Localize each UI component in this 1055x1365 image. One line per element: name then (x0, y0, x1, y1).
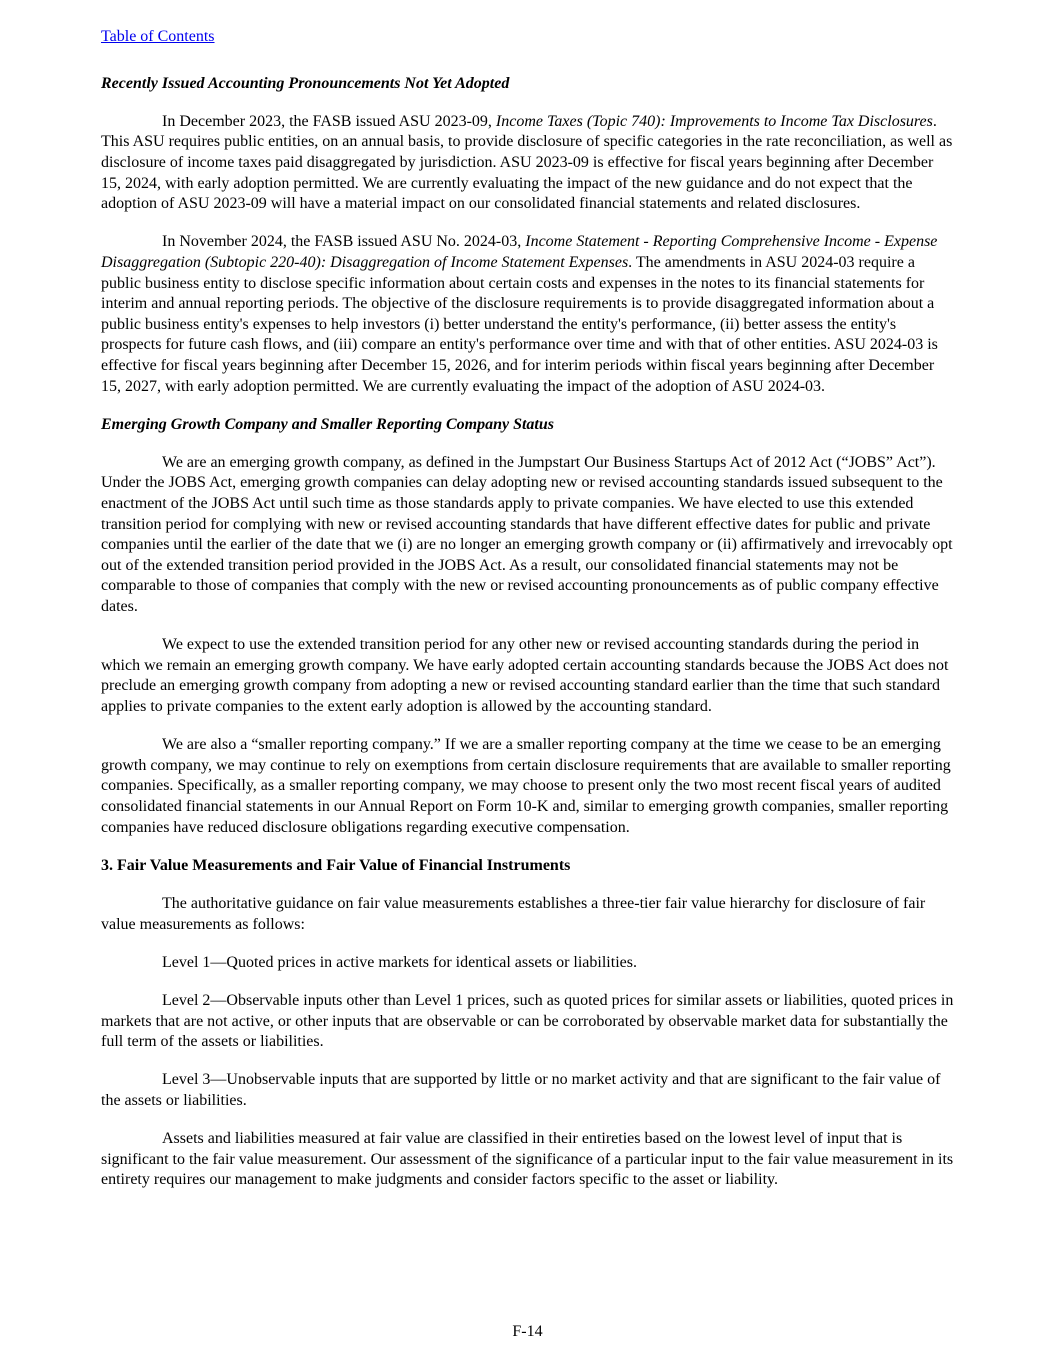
italic-title: Income Statement - Reporting Comprehensive Income - Expense Disaggregation (Subtopic 220-40): Disaggregation of Income Statement Expenses (101, 233, 938, 271)
text: . The amendments in ASU 2024-03 require a public business entity to disclose specific information about certain costs and expenses in the notes to its financial statements for interim and annual reporting periods. The objective of the disclosure requirements is to provide disaggregated information about a public business entity's expenses to help investors (i) better understand the entity's performance, (ii) better assess the entity's prospects for future cash flows, and (iii) compare an entity's performance over time and with that of other entities. ASU 2024-03 is effective for fiscal years beginning after December 15, 2026, and for interim periods within fiscal years beginning after December 15, 2027, with early adoption permitted. We are currently evaluating the impact of the adoption of ASU 2024-03. (101, 253, 938, 395)
italic-title: Income Taxes (Topic 740): Improvements to Income Tax Disclosures (495, 112, 933, 130)
paragraph-asu-2024-03 (101, 232, 957, 397)
section-heading-fair-value: 3. Fair Value Measurements and Fair Value of Financial Instruments (101, 856, 571, 874)
paragraph-asu-2023-09 (101, 112, 957, 215)
paragraph-fair-value-classification: Assets and liabilities measured at fair value are classified in their entireties based on the lowest level of input that is significant to the fair value measurement. Our assessment of the significance of a particular input to the fair value measurement in its entirety requires our management to make judgments and consider factors specific to the asset or liability. (101, 1130, 954, 1189)
document-page (101, 27, 957, 1208)
paragraph-egc-3: We are also a “smaller reporting company.” If we are a smaller reporting company at the time we cease to be an emerging growth company, we may continue to rely on exemptions from certain disclosure requirements that are available to smaller reporting companies. Specifically, as a smaller reporting company, we may choose to present only the two most recent fiscal years of audited consolidated financial statements in our Annual Report on Form 10-K and, similar to emerging growth companies, smaller reporting companies have reduced disclosure obligations regarding executive compensation. (101, 736, 951, 836)
section-heading-recent-pronouncements: Recently Issued Accounting Pronouncements Not Yet Adopted (101, 74, 510, 92)
text: . This ASU requires public entities, on an annual basis, to provide disclosure of specific categories in the rate reconciliation, as well as disclosure of income taxes paid disaggregated by jurisdiction. ASU 2023-09 is effective for fiscal years beginning after December 15, 2024, with early adoption permitted. We are currently evaluating the impact of the new guidance and do not expect that the adoption of ASU 2023-09 will have a material impact on our consolidated financial statements and related disclosures. (101, 112, 953, 213)
table-of-contents-link[interactable]: Table of Contents (101, 28, 215, 45)
paragraph-egc-2: We expect to use the extended transition period for any other new or revised accounting standards during the period in which we remain an emerging growth company. We have early adopted certain accounting standards because the JOBS Act does not preclude an emerging growth company from adopting a new or revised accounting standard earlier than the time that such standard applies to private companies to the extent early adoption is allowed by the accounting standard. (101, 636, 949, 715)
paragraph-level-3: Level 3—Unobservable inputs that are supported by little or no market activity and that are significant to the fair value of the assets or liabilities. (101, 1071, 941, 1109)
paragraph-level-2: Level 2—Observable inputs other than Level 1 prices, such as quoted prices for similar assets or liabilities, quoted prices in markets that are not active, or other inputs that are observable or can be corroborated by observable market data for substantially the full term of the assets or liabilities. (101, 991, 954, 1051)
paragraph-level-1: Level 1—Quoted prices in active markets for identical assets or liabilities. (162, 953, 637, 971)
text: In December 2023, the FASB issued ASU 2023-09, (162, 112, 496, 130)
text: In November 2024, the FASB issued ASU No. 2024-03, (162, 233, 526, 251)
paragraph-egc-1: We are an emerging growth company, as defined in the Jumpstart Our Business Startups Act of 2012 Act (“JOBS” Act”). Under the JOBS Act, emerging growth companies can delay adopting new or revised accounting standards issued subsequent to the enactment of the JOBS Act until such time as those standards apply to private companies. We have elected to use this extended transition period for complying with new or revised accounting standards that have different effective dates for public and private companies until the earlier of the date that we (i) are no longer an emerging growth company or (ii) affirmatively and irrevocably opt out of the extended transition period provided in the JOBS Act. As a result, our consolidated financial statements may not be comparable to those of companies that comply with the new or revised accounting pronouncements as of public company effective dates. (101, 453, 953, 616)
paragraph-fair-value-intro: The authoritative guidance on fair value measurements establishes a three-tier fair value hierarchy for disclosure of fair value measurements as follows: (101, 894, 926, 933)
section-heading-egc: Emerging Growth Company and Smaller Reporting Company Status (101, 415, 554, 433)
page-number: F-14 (512, 1323, 543, 1340)
